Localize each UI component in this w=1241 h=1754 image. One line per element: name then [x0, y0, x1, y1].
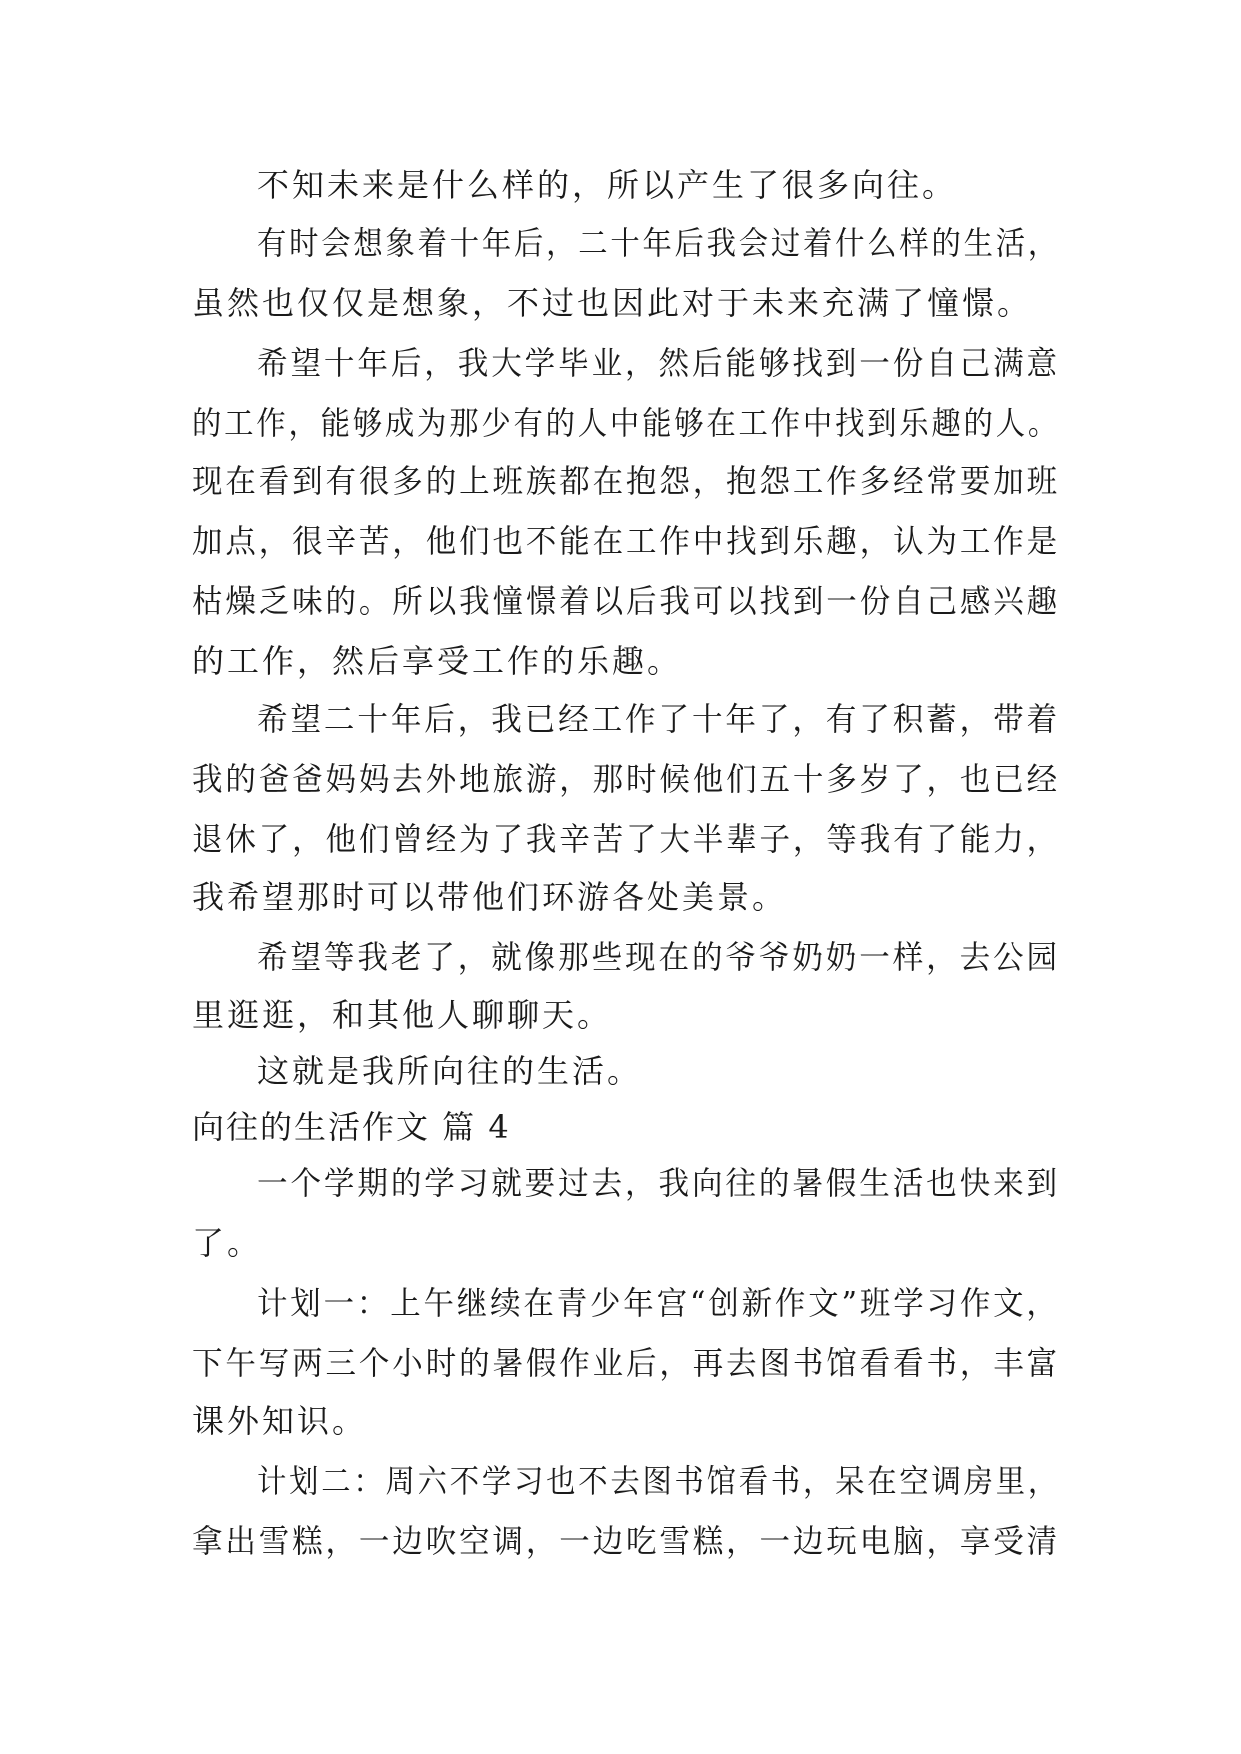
paragraph-line: 一个学期的学习就要过去，我向往的暑假生活也快来到: [257, 1164, 1061, 1202]
paragraph-line: 的工作，能够成为那少有的人中能够在工作中找到乐趣的人。: [192, 404, 1061, 442]
paragraph-line: 拿出雪糕，一边吹空调，一边吃雪糕，一边玩电脑，享受清: [192, 1522, 1061, 1560]
paragraph-line: 现在看到有很多的上班族都在抱怨，抱怨工作多经常要加班: [192, 462, 1061, 500]
paragraph-line: 我希望那时可以带他们环游各处美景。: [192, 878, 788, 916]
paragraph-line: 希望十年后，我大学毕业，然后能够找到一份自己满意: [257, 344, 1061, 382]
paragraph-line: 有时会想象着十年后，二十年后我会过着什么样的生活，: [257, 224, 1061, 262]
paragraph-line: 里逛逛，和其他人聊聊天。: [192, 996, 613, 1034]
paragraph-line: 的工作，然后享受工作的乐趣。: [192, 642, 683, 680]
paragraph-line: 我的爸爸妈妈去外地旅游，那时候他们五十多岁了，也已经: [192, 760, 1061, 798]
paragraph-line: 希望二十年后，我已经工作了十年了，有了积蓄，带着: [257, 700, 1061, 738]
paragraph-line: 希望等我老了，就像那些现在的爷爷奶奶一样，去公园: [257, 938, 1061, 976]
paragraph-line: 加点，很辛苦，他们也不能在工作中找到乐趣，认为工作是: [192, 522, 1061, 560]
section-heading: 向往的生活作文 篇 4: [192, 1108, 511, 1146]
paragraph-line: 虽然也仅仅是想象，不过也因此对于未来充满了憧憬。: [192, 284, 1033, 322]
paragraph-line: 退休了，他们曾经为了我辛苦了大半辈子，等我有了能力，: [192, 820, 1061, 858]
paragraph-line: 了。: [192, 1224, 263, 1262]
paragraph-line: 课外知识。: [192, 1402, 368, 1440]
paragraph-line: 不知未来是什么样的，所以产生了很多向往。: [257, 166, 958, 204]
paragraph-line: 计划一：上午继续在青少年宫“创新作文”班学习作文，: [257, 1284, 1060, 1322]
paragraph-line: 枯燥乏味的。所以我憧憬着以后我可以找到一份自己感兴趣: [192, 582, 1061, 620]
paragraph-line: 计划二：周六不学习也不去图书馆看书，呆在空调房里，: [257, 1462, 1061, 1500]
paragraph-line: 这就是我所向往的生活。: [257, 1052, 643, 1090]
paragraph-line: 下午写两三个小时的暑假作业后，再去图书馆看看书，丰富: [192, 1344, 1061, 1382]
